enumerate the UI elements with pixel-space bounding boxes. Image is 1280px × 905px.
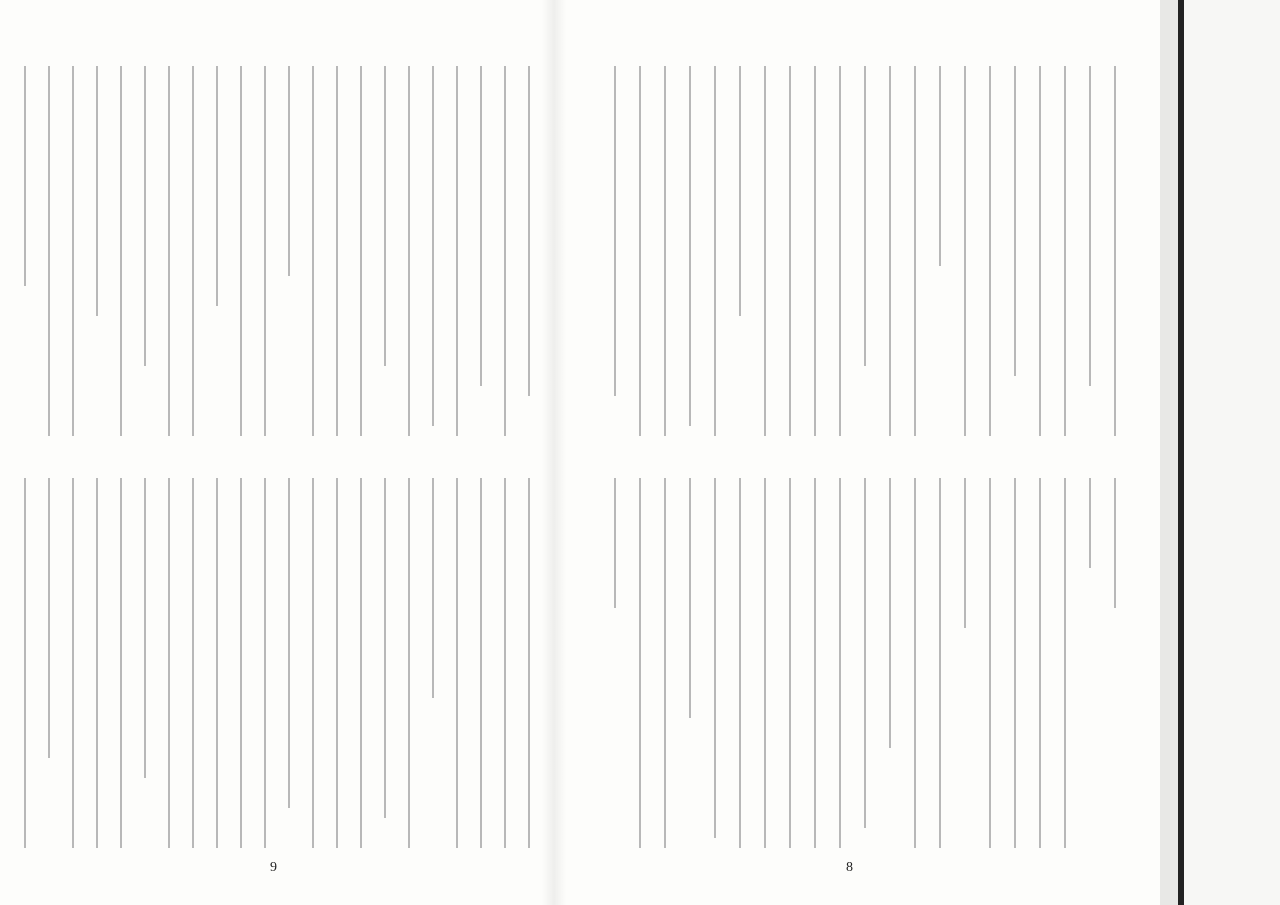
text-line-placeholder (456, 66, 458, 436)
text-line-placeholder (240, 478, 242, 848)
text-line-placeholder (839, 66, 841, 436)
text-line-placeholder (120, 66, 122, 436)
text-line-placeholder (689, 66, 691, 426)
text-line-placeholder (312, 66, 314, 436)
text-line-placeholder (889, 478, 891, 748)
text-line-placeholder (714, 478, 716, 838)
text-line-placeholder (964, 66, 966, 436)
text-line-placeholder (456, 478, 458, 848)
text-line-placeholder (614, 66, 616, 396)
text-line-placeholder (528, 478, 530, 848)
text-line-placeholder (144, 66, 146, 366)
text-line-placeholder (639, 478, 641, 848)
text-line-placeholder (789, 66, 791, 436)
text-line-placeholder (384, 478, 386, 818)
text-line-placeholder (264, 478, 266, 848)
text-line-placeholder (96, 66, 98, 316)
text-line-placeholder (939, 66, 941, 266)
text-line-placeholder (288, 478, 290, 808)
text-line-placeholder (24, 478, 26, 848)
text-line-placeholder (192, 478, 194, 848)
text-line-placeholder (408, 66, 410, 436)
text-line-placeholder (288, 66, 290, 276)
text-line-placeholder (1039, 478, 1041, 848)
text-line-placeholder (216, 66, 218, 306)
right-page (566, 0, 1162, 905)
text-line-placeholder (480, 478, 482, 848)
text-line-placeholder (432, 66, 434, 426)
text-line-placeholder (264, 66, 266, 436)
text-line-placeholder (360, 478, 362, 848)
text-line-placeholder (240, 66, 242, 436)
text-line-placeholder (839, 478, 841, 848)
text-line-placeholder (814, 66, 816, 436)
text-line-placeholder (408, 478, 410, 848)
text-line-placeholder (1089, 66, 1091, 386)
page-number-left: 9 (270, 860, 277, 875)
text-line-placeholder (192, 66, 194, 436)
text-line-placeholder (864, 478, 866, 828)
text-line-placeholder (764, 66, 766, 436)
text-line-placeholder (689, 478, 691, 718)
text-line-placeholder (714, 66, 716, 436)
text-line-placeholder (889, 66, 891, 436)
text-line-placeholder (664, 66, 666, 436)
text-line-placeholder (432, 478, 434, 698)
text-line-placeholder (504, 478, 506, 848)
text-line-placeholder (789, 478, 791, 848)
page-number-right: 8 (846, 860, 853, 875)
text-line-placeholder (739, 478, 741, 848)
text-line-placeholder (639, 66, 641, 436)
text-line-placeholder (480, 66, 482, 386)
text-line-placeholder (939, 478, 941, 848)
text-line-placeholder (360, 66, 362, 436)
text-line-placeholder (864, 66, 866, 366)
text-line-placeholder (664, 478, 666, 848)
text-line-placeholder (216, 478, 218, 848)
text-line-placeholder (914, 66, 916, 436)
text-line-placeholder (528, 66, 530, 396)
text-line-placeholder (96, 478, 98, 848)
text-line-placeholder (764, 478, 766, 848)
text-line-placeholder (312, 478, 314, 848)
text-line-placeholder (48, 66, 50, 436)
text-line-placeholder (504, 66, 506, 436)
text-line-placeholder (614, 478, 616, 608)
text-line-placeholder (48, 478, 50, 758)
text-line-placeholder (24, 66, 26, 286)
page-edge-shadow (1178, 0, 1184, 905)
text-line-placeholder (1064, 66, 1066, 436)
text-line-placeholder (144, 478, 146, 778)
text-line-placeholder (1114, 66, 1116, 436)
text-line-placeholder (964, 478, 966, 628)
text-line-placeholder (384, 66, 386, 366)
text-line-placeholder (1039, 66, 1041, 436)
text-line-placeholder (814, 478, 816, 848)
text-line-placeholder (1014, 478, 1016, 848)
scan-edge-strip (1160, 0, 1178, 905)
text-line-placeholder (1089, 478, 1091, 568)
text-line-placeholder (72, 478, 74, 848)
text-line-placeholder (914, 478, 916, 848)
text-line-placeholder (72, 66, 74, 436)
text-line-placeholder (739, 66, 741, 316)
text-line-placeholder (1014, 66, 1016, 376)
left-page (0, 0, 552, 905)
scan-outer-margin (1178, 0, 1280, 905)
text-line-placeholder (989, 478, 991, 848)
text-line-placeholder (120, 478, 122, 848)
text-line-placeholder (1114, 478, 1116, 608)
text-line-placeholder (1064, 478, 1066, 848)
text-line-placeholder (168, 66, 170, 436)
text-line-placeholder (989, 66, 991, 436)
text-line-placeholder (168, 478, 170, 848)
text-line-placeholder (336, 478, 338, 848)
text-line-placeholder (336, 66, 338, 436)
